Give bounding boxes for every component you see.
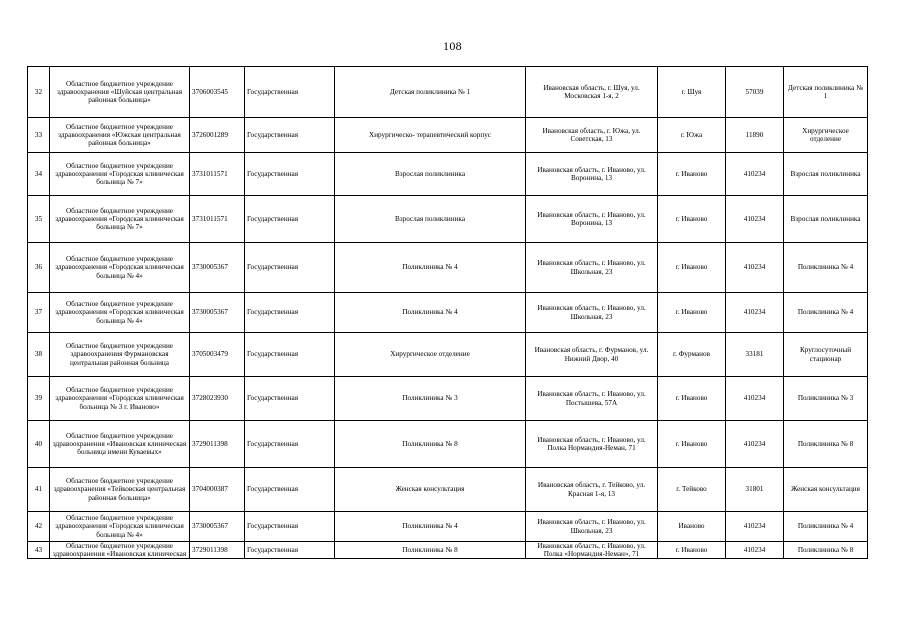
ownership-cell: Государственная bbox=[245, 243, 335, 293]
code-cell: 410234 bbox=[726, 421, 784, 468]
subdivision-cell: Хирургическо- терапевтический корпус bbox=[335, 118, 526, 153]
organization-cell: Областное бюджетное учреждение здравоохранения Фурмановская центральная районная больница bbox=[50, 333, 190, 377]
city-cell: г. Южа bbox=[658, 118, 726, 153]
address-cell: Ивановская область, г. Иваново, ул. Постышева, 57А bbox=[526, 377, 658, 421]
table-row bbox=[28, 333, 868, 377]
row-number-cell: 32 bbox=[28, 67, 50, 118]
address-cell: Ивановская область, г. Иваново, ул. Школьная, 23 bbox=[526, 243, 658, 293]
address-cell: Ивановская область, г. Иваново, ул. Полка Нормандия-Неман, 71 bbox=[526, 421, 658, 468]
table-row bbox=[28, 421, 868, 468]
code-cell: 31801 bbox=[726, 468, 784, 512]
table-row bbox=[28, 118, 868, 153]
ownership-cell: Государственная bbox=[245, 468, 335, 512]
code-cell: 11890 bbox=[726, 118, 784, 153]
unit-type-cell: Хирургическое отделение bbox=[784, 118, 868, 153]
table-row bbox=[28, 243, 868, 293]
subdivision-cell: Взрослая поликлиника bbox=[335, 153, 526, 196]
code-cell: 410234 bbox=[726, 153, 784, 196]
page-number: 108 bbox=[443, 39, 462, 53]
ownership-cell: Государственная bbox=[245, 293, 335, 333]
organization-cell: Областное бюджетное учреждение здравоохранения «Городская клиническая больница № 7» bbox=[50, 196, 190, 243]
ownership-cell: Государственная bbox=[245, 512, 335, 542]
ownership-cell: Государственная bbox=[245, 421, 335, 468]
unit-type-cell: Детская поликлиника № 1 bbox=[784, 67, 868, 118]
unit-type-cell: Поликлиника № 4 bbox=[784, 512, 868, 542]
subdivision-cell: Взрослая поликлиника bbox=[335, 196, 526, 243]
row-number-cell: 36 bbox=[28, 243, 50, 293]
row-number-cell: 38 bbox=[28, 333, 50, 377]
organization-cell: Областное бюджетное учреждение здравоохранения «Городская клиническая больница № 7» bbox=[50, 153, 190, 196]
organization-cell: Областное бюджетное учреждение здравоохранения «Городская клиническая больница № 4» bbox=[50, 243, 190, 293]
city-cell: Иваново bbox=[658, 512, 726, 542]
table-row bbox=[28, 542, 868, 559]
institutions-table bbox=[27, 66, 868, 559]
organization-cell: Областное бюджетное учреждение здравоохранения «Шуйская центральная районная больница» bbox=[50, 67, 190, 118]
row-number-cell: 43 bbox=[28, 542, 50, 559]
subdivision-cell: Поликлиника № 8 bbox=[335, 542, 526, 559]
inn-cell: 3729011398 bbox=[190, 542, 245, 559]
organization-cell: Областное бюджетное учреждение здравоохранения «Городская клиническая больница № 4» bbox=[50, 293, 190, 333]
ownership-cell: Государственная bbox=[245, 67, 335, 118]
city-cell: г. Тейково bbox=[658, 468, 726, 512]
row-number-cell: 40 bbox=[28, 421, 50, 468]
city-cell: г. Фурманов bbox=[658, 333, 726, 377]
ownership-cell: Государственная bbox=[245, 118, 335, 153]
address-cell: Ивановская область, г. Южа, ул. Советская, 13 bbox=[526, 118, 658, 153]
address-cell: Ивановская область, г. Иваново, ул. Полка «Нормандия-Неман», 71 bbox=[526, 542, 658, 559]
address-cell: Ивановская область, г. Фурманов, ул. Нижний Двор, 40 bbox=[526, 333, 658, 377]
inn-cell: 3730005367 bbox=[190, 293, 245, 333]
ownership-cell: Государственная bbox=[245, 377, 335, 421]
address-cell: Ивановская область, г. Иваново, ул. Воронина, 13 bbox=[526, 153, 658, 196]
subdivision-cell: Поликлиника № 3 bbox=[335, 377, 526, 421]
inn-cell: 3704000387 bbox=[190, 468, 245, 512]
subdivision-cell: Хирургическое отделение bbox=[335, 333, 526, 377]
unit-type-cell: Круглосуточный стационар bbox=[784, 333, 868, 377]
unit-type-cell: Взрослая поликлиника bbox=[784, 153, 868, 196]
code-cell: 410234 bbox=[726, 377, 784, 421]
organization-cell: Областное бюджетное учреждение здравоохранения «Ивановская клиническая больница имени Куваевых» bbox=[50, 421, 190, 468]
city-cell: г. Шуя bbox=[658, 67, 726, 118]
code-cell: 410234 bbox=[726, 243, 784, 293]
unit-type-cell: Взрослая поликлиника bbox=[784, 196, 868, 243]
inn-cell: 3731011571 bbox=[190, 153, 245, 196]
address-cell: Ивановская область, г. Шуя, ул. Московская 1-я, 2 bbox=[526, 67, 658, 118]
unit-type-cell: Поликлиника № 8 bbox=[784, 542, 868, 559]
inn-cell: 3730005367 bbox=[190, 512, 245, 542]
subdivision-cell: Поликлиника № 4 bbox=[335, 293, 526, 333]
table-row bbox=[28, 293, 868, 333]
unit-type-cell: Поликлиника № 4 bbox=[784, 243, 868, 293]
code-cell: 33181 bbox=[726, 333, 784, 377]
table-row bbox=[28, 468, 868, 512]
unit-type-cell: Поликлиника № 8 bbox=[784, 421, 868, 468]
city-cell: г. Иваново bbox=[658, 377, 726, 421]
city-cell: г. Иваново bbox=[658, 243, 726, 293]
subdivision-cell: Женская консультация bbox=[335, 468, 526, 512]
table-row bbox=[28, 377, 868, 421]
table-row bbox=[28, 196, 868, 243]
code-cell: 410234 bbox=[726, 542, 784, 559]
subdivision-cell: Детская поликлиника № 1 bbox=[335, 67, 526, 118]
subdivision-cell: Поликлиника № 8 bbox=[335, 421, 526, 468]
address-cell: Ивановская область, г. Иваново, ул. Школьная, 23 bbox=[526, 512, 658, 542]
row-number-cell: 35 bbox=[28, 196, 50, 243]
subdivision-cell: Поликлиника № 4 bbox=[335, 512, 526, 542]
organization-cell: Областное бюджетное учреждение здравоохранения «Тейковская центральная районная больница» bbox=[50, 468, 190, 512]
table-row bbox=[28, 67, 868, 118]
inn-cell: 3705003479 bbox=[190, 333, 245, 377]
city-cell: г. Иваново bbox=[658, 196, 726, 243]
city-cell: г. Иваново bbox=[658, 542, 726, 559]
inn-cell: 3730005367 bbox=[190, 243, 245, 293]
address-cell: Ивановская область, г. Иваново, ул. Воронина, 13 bbox=[526, 196, 658, 243]
code-cell: 410234 bbox=[726, 512, 784, 542]
ownership-cell: Государственная bbox=[245, 196, 335, 243]
address-cell: Ивановская область, г. Тейково, ул. Красная 1-я, 13 bbox=[526, 468, 658, 512]
subdivision-cell: Поликлиника № 4 bbox=[335, 243, 526, 293]
organization-cell: Областное бюджетное учреждение здравоохранения «Городская клиническая больница № 3 г. Иваново» bbox=[50, 377, 190, 421]
inn-cell: 3729011398 bbox=[190, 421, 245, 468]
inn-cell: 3728023930 bbox=[190, 377, 245, 421]
organization-cell: Областное бюджетное учреждение здравоохранения «Ивановская клиническая bbox=[50, 542, 190, 559]
code-cell: 410234 bbox=[726, 196, 784, 243]
row-number-cell: 33 bbox=[28, 118, 50, 153]
table-row bbox=[28, 512, 868, 542]
inn-cell: 3706003545 bbox=[190, 67, 245, 118]
row-number-cell: 42 bbox=[28, 512, 50, 542]
unit-type-cell: Поликлиника № 4 bbox=[784, 293, 868, 333]
table-row bbox=[28, 153, 868, 196]
inn-cell: 3731011571 bbox=[190, 196, 245, 243]
code-cell: 57039 bbox=[726, 67, 784, 118]
city-cell: г. Иваново bbox=[658, 421, 726, 468]
unit-type-cell: Женская консультация bbox=[784, 468, 868, 512]
row-number-cell: 37 bbox=[28, 293, 50, 333]
inn-cell: 3726001289 bbox=[190, 118, 245, 153]
row-number-cell: 41 bbox=[28, 468, 50, 512]
code-cell: 410234 bbox=[726, 293, 784, 333]
ownership-cell: Государственная bbox=[245, 153, 335, 196]
ownership-cell: Государственная bbox=[245, 542, 335, 559]
organization-cell: Областное бюджетное учреждение здравоохранения «Южская центральная районная больница» bbox=[50, 118, 190, 153]
row-number-cell: 34 bbox=[28, 153, 50, 196]
address-cell: Ивановская область, г. Иваново, ул. Школьная, 23 bbox=[526, 293, 658, 333]
ownership-cell: Государственная bbox=[245, 333, 335, 377]
organization-cell: Областное бюджетное учреждение здравоохранения «Городская клиническая больница № 4» bbox=[50, 512, 190, 542]
city-cell: г. Иваново bbox=[658, 293, 726, 333]
row-number-cell: 39 bbox=[28, 377, 50, 421]
city-cell: г. Иваново bbox=[658, 153, 726, 196]
unit-type-cell: Поликлиника № 3 bbox=[784, 377, 868, 421]
